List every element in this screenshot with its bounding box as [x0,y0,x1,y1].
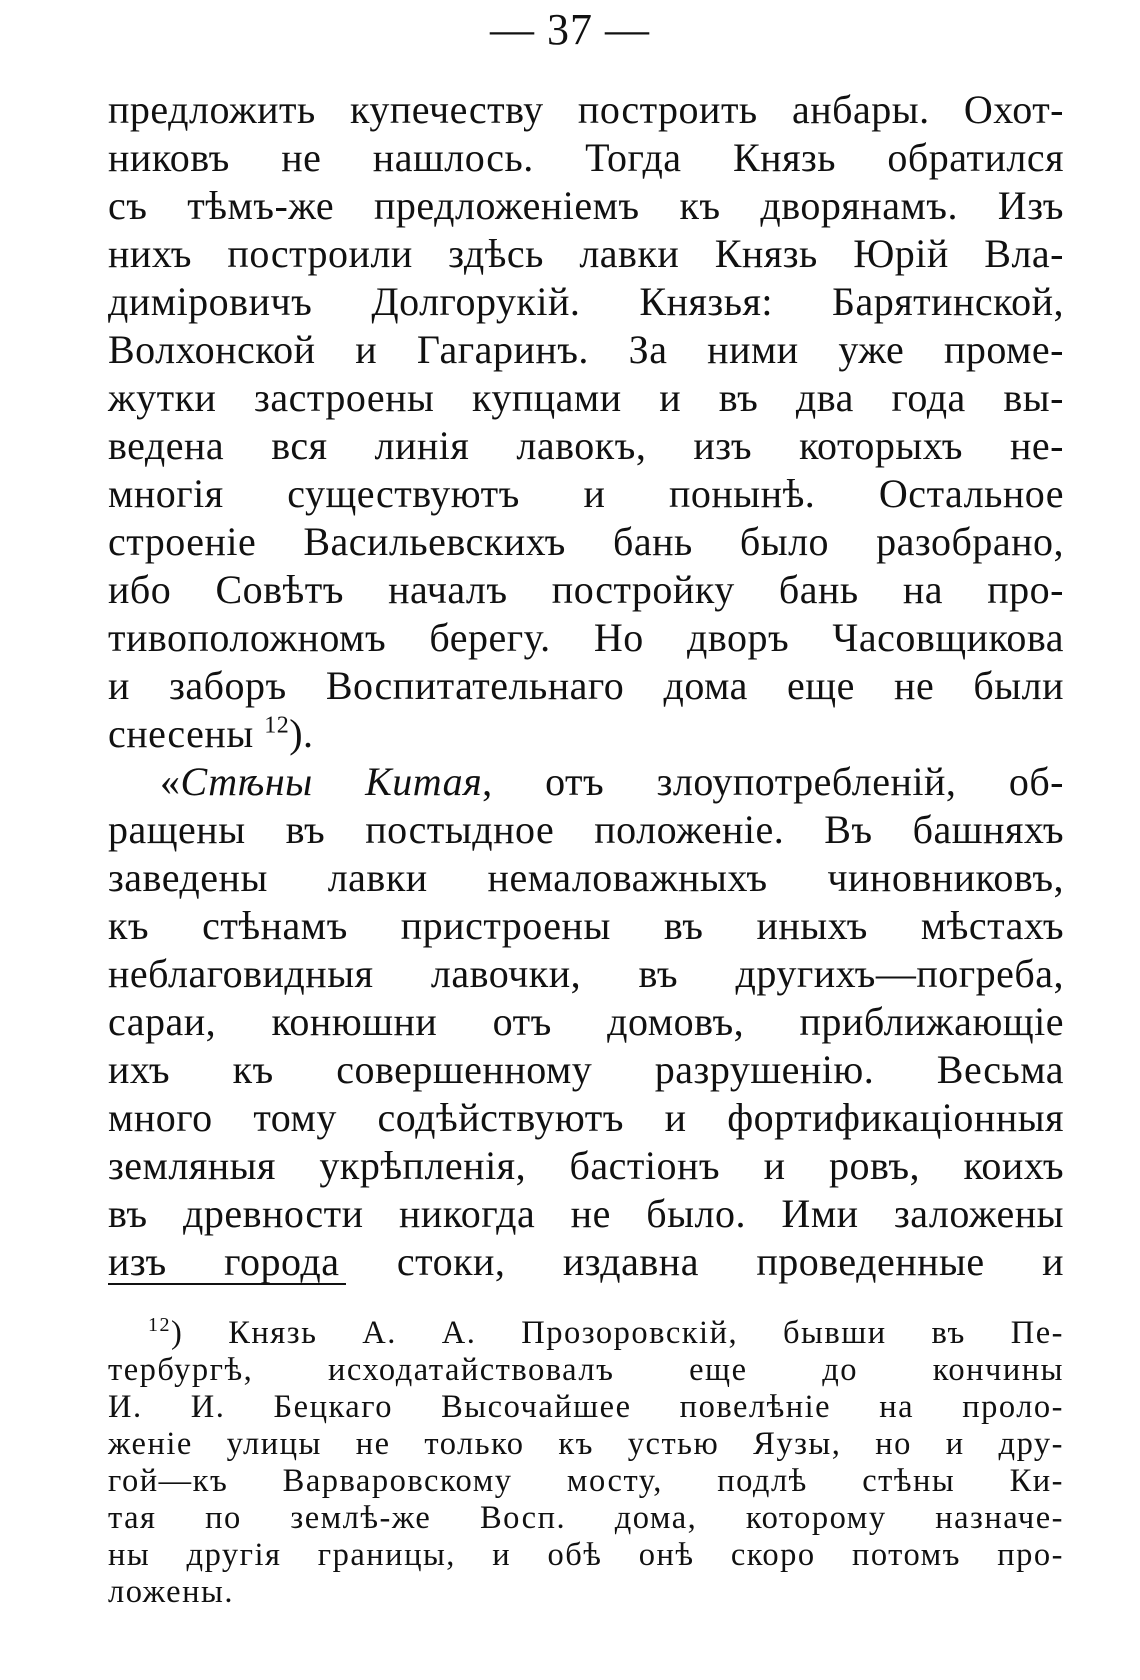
text-line: заведены лавки немаловажныхъ чиновниковъ, [108,855,1064,900]
text-line: ведена вся линія лавокъ, изъ которыхъ не- [108,423,1064,468]
text-line: земляныя укрѣпленія, бастіонъ и ровъ, коихъ [108,1143,1064,1188]
footnote-line: И. И. Бецкаго Высочайшее повелѣніе на проло- [108,1389,1064,1425]
text-line: строеніе Васильевскихъ бань было разобрано, [108,519,1064,564]
text-line: съ тѣмъ-же предложеніемъ къ дворянамъ. Изъ [108,183,1064,228]
text-line: къ стѣнамъ пристроены въ иныхъ мѣстахъ [108,903,1064,948]
text-line: жутки застроены купцами и въ два года вы- [108,375,1064,420]
page-number: — 37 — [490,5,650,54]
paragraph-2-first-rest: , отъ злоупотребленій, об- [482,759,1064,804]
text-line: многія существуютъ и понынѣ. Остальное [108,471,1064,516]
footnote-line: ны другія границы, и обѣ онѣ скоро потомъ про- [108,1537,1064,1573]
text-line: ращены въ постыдное положеніе. Въ башняхъ [108,807,1064,852]
footnote-first-line [108,1315,1064,1352]
footnote-line: тербургѣ, исходатайствовалъ еще до кончины [108,1352,1064,1388]
text-line: изъ города стоки, издавна проведенные и [108,1239,1064,1284]
paragraph-end-text: снесены [108,711,254,756]
text-line: ибо Совѣтъ началъ постройку бань на про- [108,567,1064,612]
text-line: сараи, конюшни отъ домовъ, приближающіе [108,999,1064,1044]
text-line: тивоположномъ берегу. Но дворъ Часовщикова [108,615,1064,660]
italic-heading-phrase: Стѣны Китая [180,759,483,804]
footnote-separator-rule [108,1283,346,1285]
footnote-line: тая по землѣ-же Восп. дома, которому назначе- [108,1500,1064,1536]
paragraph-end-tail: ). [289,711,314,756]
text-line: Волхонской и Гагаринъ. За ними уже проме- [108,327,1064,372]
text-line: и заборъ Воспитательнаго дома еще не были [108,663,1064,708]
footnote-marker: 12 [148,1314,171,1337]
paragraph-end-line [108,710,1064,758]
footnote-line: женіе улицы не только къ устью Яузы, но и дру- [108,1426,1064,1462]
open-quote: « [160,759,181,804]
footnote-last-line: ложены. [108,1574,234,1610]
text-line: диміровичъ Долгорукій. Князья: Барятинской, [108,279,1064,324]
text-line: предложить купечеству построить анбары. Охот- [108,87,1064,132]
text-line: неблаговидныя лавочки, въ другихъ—погреба, [108,951,1064,996]
footnote-line: гой—къ Варваровскому мосту, подлѣ стѣны Ки- [108,1463,1064,1499]
main-text [108,86,1064,1286]
text-line: нихъ построили здѣсь лавки Князь Юрій Вла- [108,231,1064,276]
footnote-reference: 12 [264,712,290,739]
text-line: ихъ къ совершенному разрушенію. Весьма [108,1047,1064,1092]
footnote [108,1315,1064,1611]
text-line: никовъ не нашлось. Тогда Князь обратился [108,135,1064,180]
paragraph-2-first-line [108,758,1064,806]
text-line: въ древности никогда не было. Ими заложены [108,1191,1064,1236]
footnote-first-line-text: ) Князь А. А. Прозоровскій, бывши въ Пе- [171,1315,1064,1351]
text-line: много тому содѣйствуютъ и фортификаціонныя [108,1095,1064,1140]
